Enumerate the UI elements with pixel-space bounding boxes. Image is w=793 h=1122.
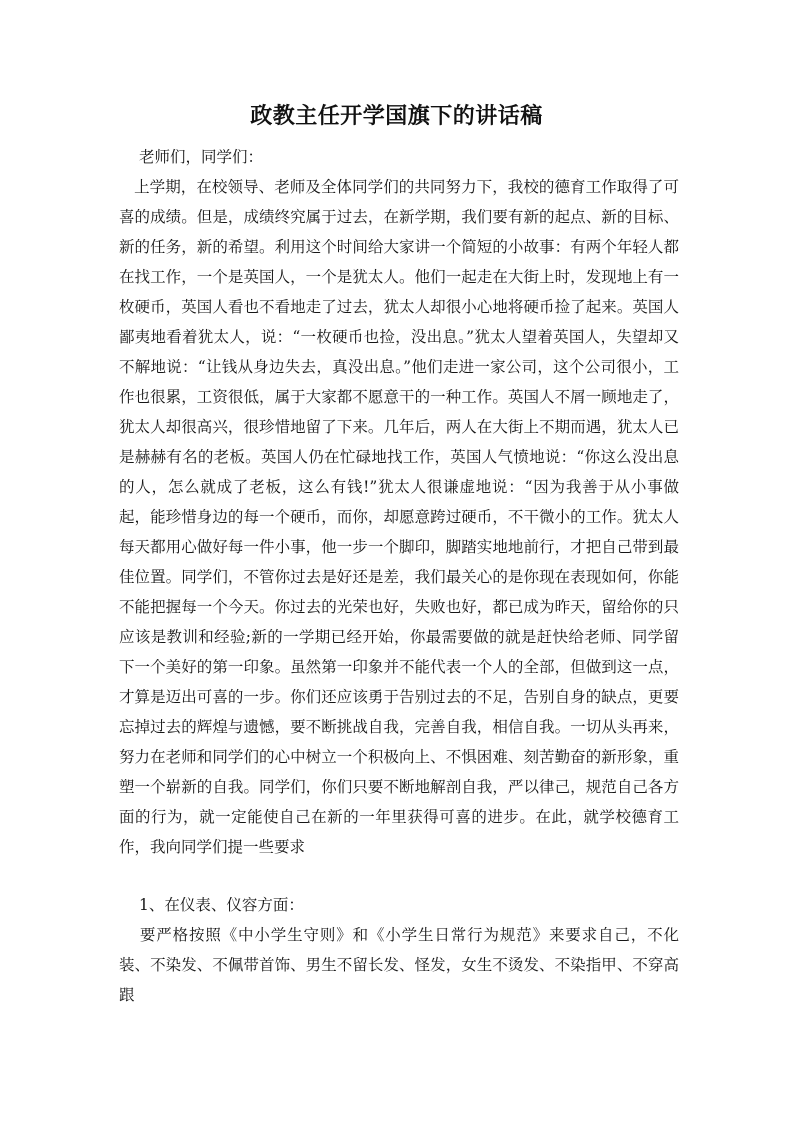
greeting-line <box>119 142 679 172</box>
main-paragraph <box>119 172 679 862</box>
greeting-text: 老师们，同学们： <box>139 148 264 166</box>
item1-heading-text: 1、在仪表、仪容方面： <box>139 896 304 914</box>
main-paragraph-text: 上学期，在校领导、老师及全体同学们的共同努力下，我校的德育工作取得了可喜的成绩。但是，成绩终究属于过去，在新学期，我们要有新的起点、新的目标、新的任务，新的希望。利用这个时间给大家讲一个简短的小故事：有两个年轻人都在找工作，一个是英国人，一个是犹太人。他们一起走在大街上时，发现地上有一枚硬币，英国人看也不看地走了过去，犹太人却很小心地将硬币捡了起来。英国人鄙夷地看着犹太人，说：“一枚硬币也捡，没出息。”犹太人望着英国人，失望却又不解地说：“让钱从身边失去，真没出息。”他们走进一家公司，这个公司很小，工作也很累，工资很低，属于大家都不愿意干的一种工作。英国人不屑一顾地走了，犹太人却很高兴，很珍惜地留了下来。几年后，两人在大街上不期而遇，犹太人已是赫赫有名的老板。英国人仍在忙碌地找工作，英国人气愤地说：“你这么没出息的人，怎么就成了老板，这么有钱!”犹太人很谦虚地说：“因为我善于从小事做起，能珍惜身边的每一个硬币，而你，却愿意跨过硬币，不干微小的工作。犹太人每天都用心做好每一件小事，他一步一个脚印，脚踏实地地前行，才把自己带到最佳位置。同学们，不管你过去是好还是差，我们最关心的是你现在表现如何，你能不能把握每一个今天。你过去的光荣也好，失败也好，都已成为昨天，留给你的只应该是教训和经验;新的一学期已经开始，你最需要做的就是赶快给老师、同学留下一个美好的第一印象。虽然第一印象并不能代表一个人的全部，但做到这一点，才算是迈出可喜的一步。你们还应该勇于告别过去的不足，告别自身的缺点，更要忘掉过去的辉煌与遗憾，要不断挑战自我，完善自我，相信自我。一切从头再来，努力在老师和同学们的心中树立一个积极向上、不惧困难、刻苦勤奋的新形象，重塑一个崭新的自我。同学们，你们只要不断地解剖自我，严以律己，规范自己各方面的行为，就一定能使自己在新的一年里获得可喜的进步。在此，就学校德育工作，我向同学们提一些要求 <box>119 178 679 856</box>
item1-heading <box>119 890 679 920</box>
item1-paragraph-text: 要严格按照《中小学生守则》和《小学生日常行为规范》来要求自己，不化装、不染发、不佩带首饰、男生不留长发、怪发，女生不烫发、不染指甲、不穿高跟 <box>119 926 679 1004</box>
item1-paragraph <box>119 920 679 1010</box>
document-title: 政教主任开学国旗下的讲话稿 <box>250 103 543 129</box>
